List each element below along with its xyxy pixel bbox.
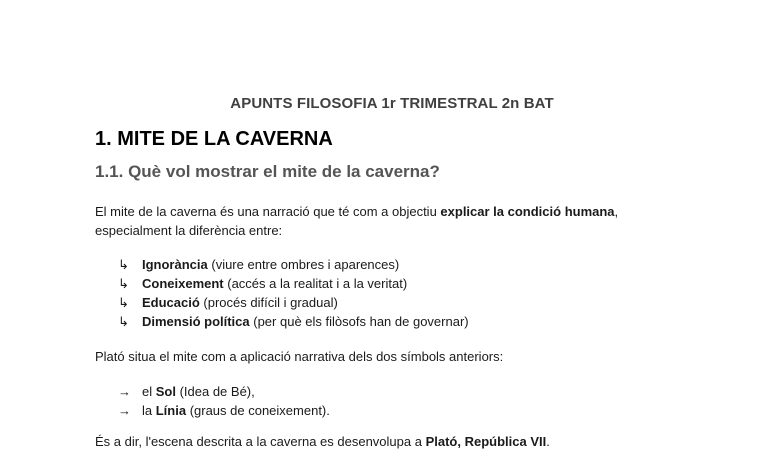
list-item-term: Dimensió política [142,314,250,329]
list-item-pre: el [142,384,156,399]
document-title: APUNTS FILOSOFIA 1r TRIMESTRAL 2n BAT [230,95,554,112]
list-item-desc: (per què els filòsofs han de governar) [249,314,469,329]
cutoff-paragraph [95,432,695,451]
list-item-desc: (accés a la realitat i a la veritat) [223,276,408,291]
list-item-term: Línia [155,403,187,418]
cutoff-text-end: . [546,434,550,449]
return-arrow-icon: ↳ [118,257,129,272]
intro-text-start: El mite de la caverna és una narració que té com a objectiu [95,204,441,219]
list-item [118,382,330,401]
list-item-desc: (Idea de Bé), [175,384,255,399]
intro-paragraph [95,202,695,240]
list-item-pre: la [142,403,156,418]
list-item-desc: (procés difícil i gradual) [199,295,338,310]
cutoff-text-start: És a dir, l'escena descrita a la caverna es desenvolupa a [95,434,426,449]
list-item [118,293,469,312]
concepts-list [118,255,469,331]
symbols-list [118,382,330,420]
list-item [118,274,469,293]
heading-2: 1.1. Què vol mostrar el mite de la caverna? [95,162,440,181]
list-item-term: Ignorància [142,257,208,272]
right-arrow-icon: → [118,384,131,399]
list-item-term: Sol [155,384,176,399]
right-arrow-icon: → [118,403,131,418]
list-item-term: Educació [142,295,200,310]
cutoff-text-bold: Plató, República VII [425,434,547,449]
list-item [118,401,330,420]
list-item-desc: (viure entre ombres i aparences) [207,257,400,272]
intro-text-end: , especialment la diferència entre: [95,204,619,238]
list-item-desc: (graus de coneixement). [186,403,330,418]
symbols-paragraph: Plató situa el mite com a aplicació narrativa dels dos símbols anteriors: [95,349,504,364]
return-arrow-icon: ↳ [118,314,129,329]
list-item-term: Coneixement [142,276,224,291]
return-arrow-icon: ↳ [118,295,129,310]
intro-text-bold: explicar la condició humana [440,204,615,219]
list-item [118,255,469,274]
heading-1: 1. MITE DE LA CAVERNA [95,128,333,150]
list-item [118,312,469,331]
return-arrow-icon: ↳ [118,276,129,291]
